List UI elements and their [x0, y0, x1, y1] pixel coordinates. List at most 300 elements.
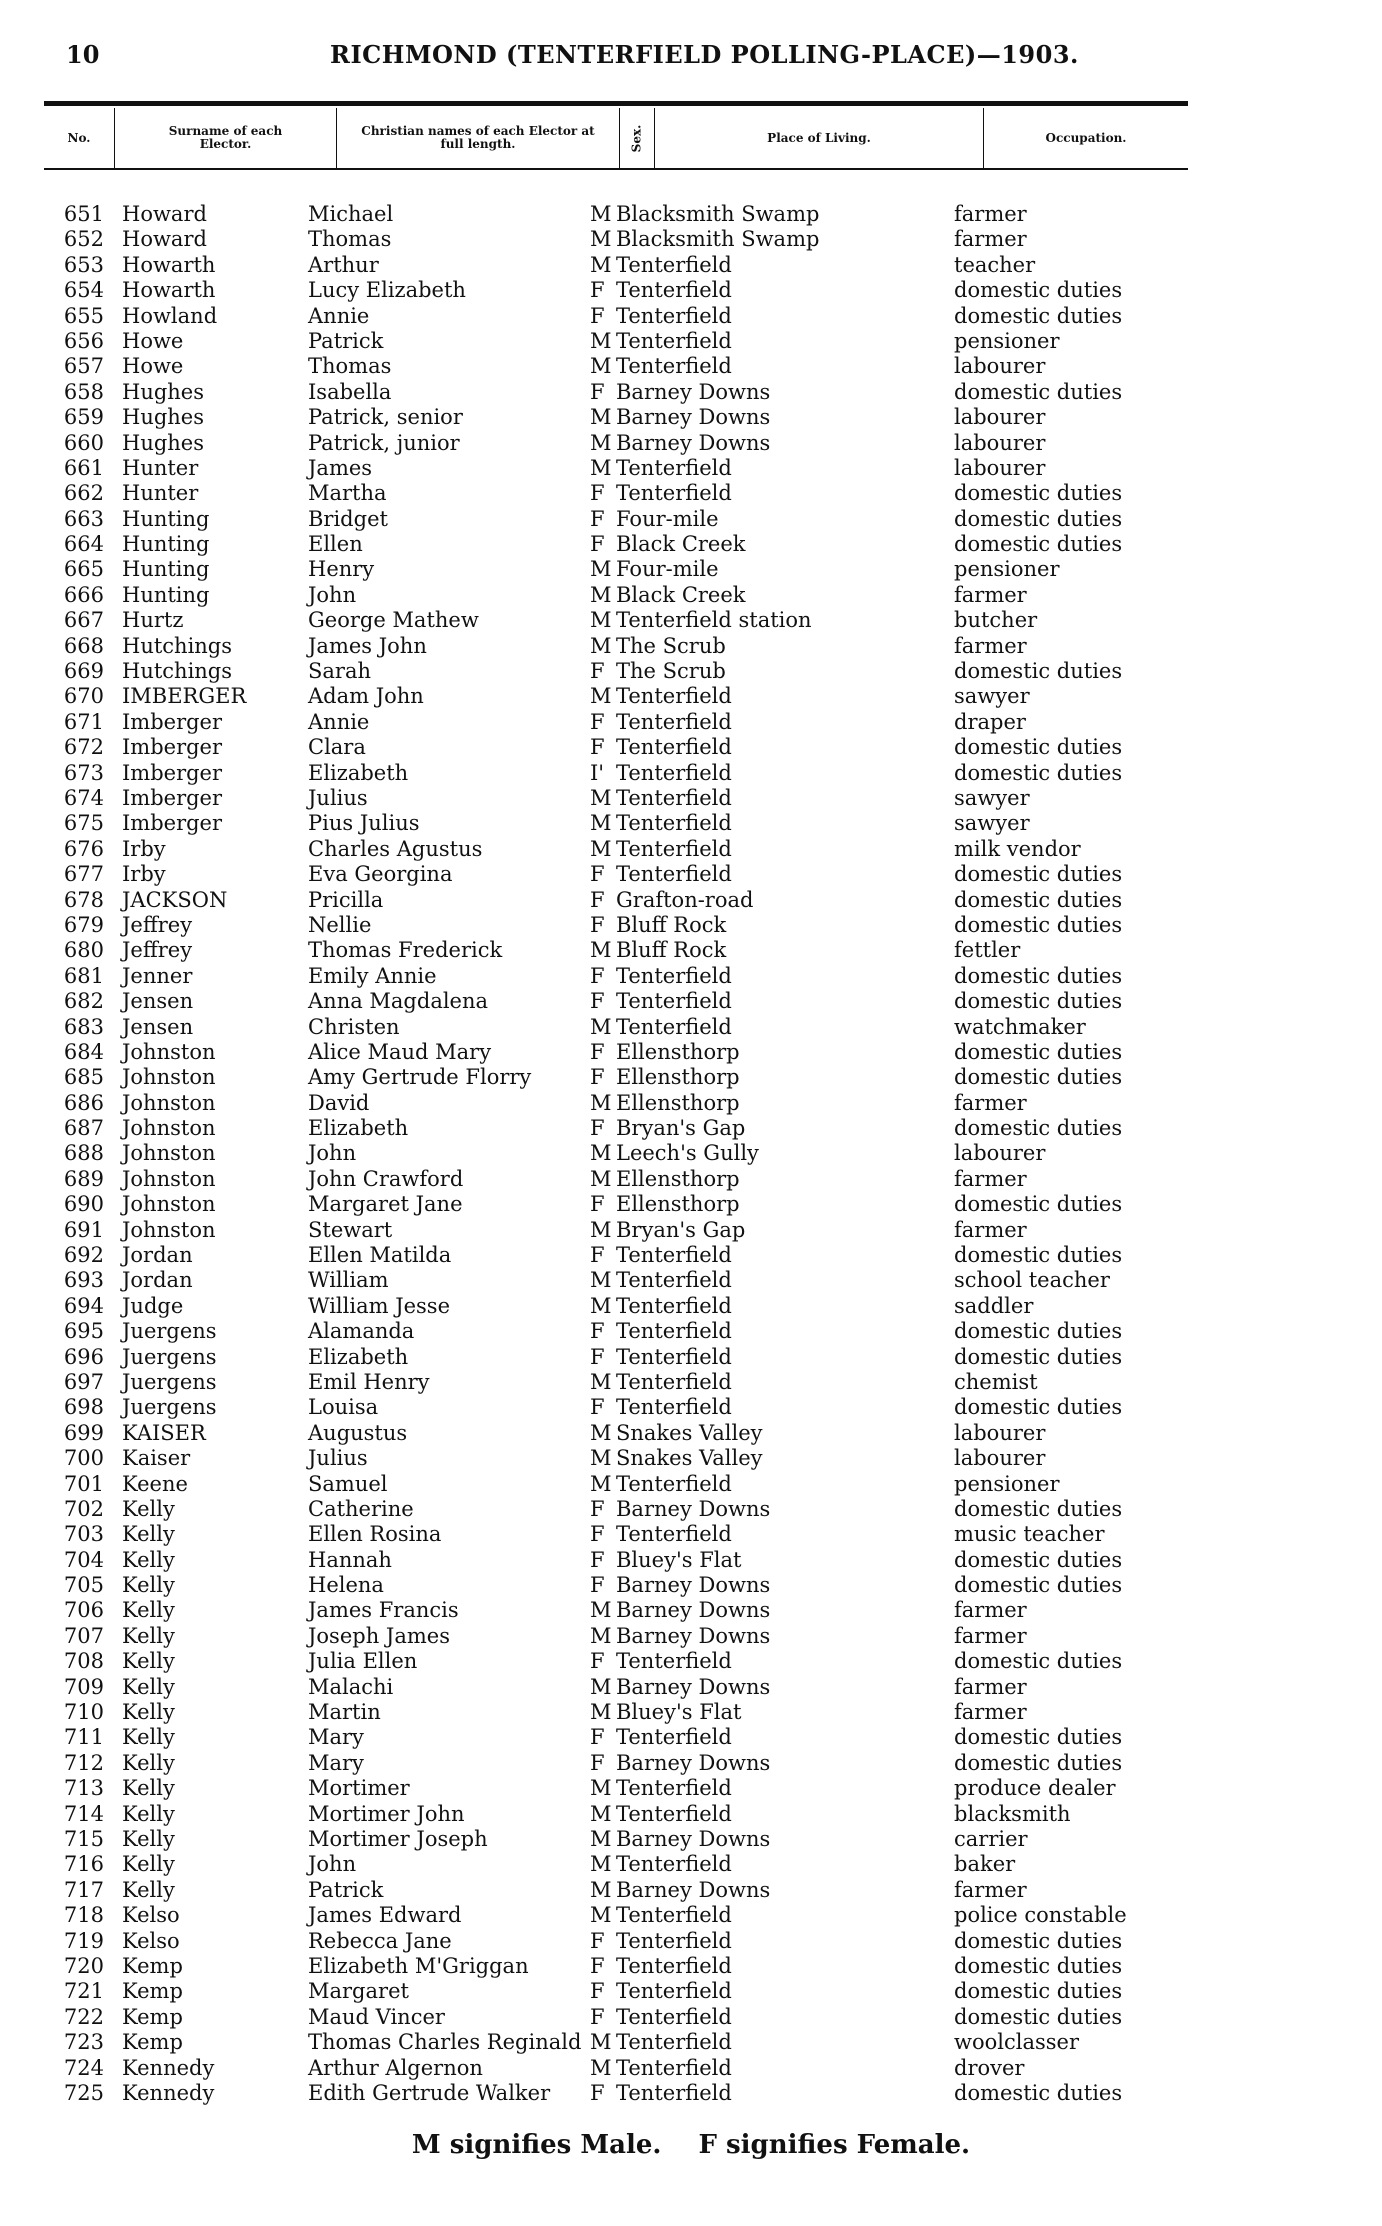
elector-surname: Johnston	[122, 1192, 216, 1217]
elector-surname: Hughes	[122, 379, 205, 404]
elector-sex: M	[590, 1700, 612, 1725]
elector-place: Tenterfield	[616, 354, 732, 379]
elector-christian-names: Stewart	[308, 1217, 393, 1242]
table-row	[44, 786, 1188, 811]
elector-sex: M	[590, 684, 612, 709]
table-row	[44, 583, 1188, 608]
table-row	[44, 1395, 1188, 1420]
elector-occupation: domestic duties	[954, 912, 1123, 937]
elector-surname: Hunting	[122, 506, 210, 531]
elector-sex: F	[590, 1522, 605, 1547]
elector-surname: Irby	[122, 862, 166, 887]
elector-sex: F	[590, 379, 605, 404]
elector-sex: M	[590, 1877, 612, 1902]
elector-occupation: fettler	[954, 938, 1021, 963]
elector-christian-names: Mary	[308, 1725, 364, 1750]
elector-christian-names: James Edward	[308, 1903, 462, 1928]
elector-sex: M	[590, 836, 612, 861]
elector-place: Tenterfield	[616, 1801, 732, 1826]
elector-occupation: domestic duties	[954, 1039, 1123, 1064]
elector-christian-names: Pricilla	[308, 887, 384, 912]
column-header-place: Place of Living.	[767, 130, 871, 145]
elector-occupation: domestic duties	[954, 278, 1123, 303]
elector-sex: F	[590, 532, 605, 557]
male-note: M signifies Male.	[411, 2130, 662, 2160]
table-row	[44, 1497, 1188, 1522]
elector-sex: I'	[590, 760, 605, 785]
elector-christian-names: Martha	[308, 481, 387, 506]
elector-place: Ellensthorp	[616, 1166, 740, 1191]
table-row	[44, 532, 1188, 557]
elector-occupation: baker	[954, 1852, 1016, 1877]
elector-surname: Kelly	[122, 1750, 175, 1775]
elector-place: Four-mile	[616, 506, 719, 531]
table-row	[44, 1472, 1188, 1497]
table-row	[44, 1929, 1188, 1954]
elector-number: 674	[63, 785, 104, 810]
table-row	[44, 1116, 1188, 1141]
elector-number: 715	[63, 1827, 104, 1851]
elector-surname: Kemp	[122, 2004, 183, 2029]
elector-place: Tenterfield	[616, 1776, 732, 1801]
elector-number: 710	[63, 1700, 104, 1725]
elector-sex: M	[590, 354, 612, 379]
elector-christian-names: Lucy Elizabeth	[308, 278, 466, 303]
table-row	[44, 1852, 1188, 1877]
elector-surname: Howland	[122, 303, 218, 328]
elector-occupation: drover	[954, 2055, 1025, 2080]
elector-sex: M	[590, 785, 612, 810]
elector-christian-names: Michael	[308, 202, 394, 226]
elector-place: Tenterfield	[616, 278, 732, 303]
table-row	[44, 1294, 1188, 1319]
elector-number: 691	[63, 1217, 104, 1242]
elector-christian-names: Alice Maud Mary	[308, 1039, 492, 1064]
elector-surname: Kemp	[122, 1953, 183, 1978]
elector-surname: Kelly	[122, 1776, 175, 1801]
elector-place: Snakes Valley	[616, 1420, 763, 1445]
elector-number: 672	[63, 735, 104, 760]
elector-sex: M	[590, 227, 612, 252]
elector-place: Tenterfield station	[616, 608, 812, 633]
elector-occupation: farmer	[954, 1598, 1027, 1623]
elector-occupation: farmer	[954, 1217, 1027, 1242]
elector-number: 660	[63, 430, 104, 455]
elector-place: Tenterfield	[616, 785, 732, 810]
elector-number: 680	[63, 938, 104, 963]
elector-sex: F	[590, 887, 605, 912]
elector-occupation: labourer	[954, 1420, 1046, 1445]
elector-occupation: police constable	[954, 1903, 1127, 1928]
elector-christian-names: Elizabeth	[308, 1344, 409, 1369]
elector-sex: M	[590, 1369, 612, 1394]
elector-christian-names: Helena	[308, 1573, 384, 1598]
elector-surname: Hunting	[122, 557, 210, 582]
elector-place: Bluey's Flat	[616, 1700, 742, 1725]
elector-sex: F	[590, 303, 605, 328]
elector-occupation: domestic duties	[954, 1344, 1123, 1369]
elector-number: 700	[63, 1446, 104, 1471]
elector-number: 687	[63, 1116, 104, 1141]
elector-surname: Kaiser	[122, 1446, 191, 1471]
elector-sex: F	[590, 862, 605, 887]
elector-surname: Juergens	[122, 1319, 217, 1344]
elector-christian-names: James	[308, 455, 373, 480]
elector-place: Tenterfield	[616, 963, 732, 988]
elector-sex: M	[590, 252, 612, 277]
elector-christian-names: Ellen	[308, 532, 363, 557]
elector-number: 718	[63, 1903, 104, 1928]
elector-occupation: domestic duties	[954, 963, 1123, 988]
elector-number: 662	[63, 481, 104, 506]
elector-sex: M	[590, 1801, 612, 1826]
elector-number: 712	[63, 1750, 104, 1775]
elector-place: Leech's Gully	[616, 1141, 759, 1166]
elector-number: 667	[63, 608, 104, 633]
elector-sex: F	[590, 1725, 605, 1750]
elector-number: 723	[63, 2030, 104, 2055]
elector-occupation: farmer	[954, 1674, 1027, 1699]
elector-surname: Hughes	[122, 405, 205, 430]
elector-number: 675	[63, 811, 104, 836]
table-row	[44, 608, 1188, 633]
elector-occupation: domestic duties	[954, 1979, 1123, 2004]
elector-number: 682	[63, 989, 104, 1014]
elector-place: Tenterfield	[616, 1395, 732, 1420]
column-header-sex	[619, 108, 655, 168]
elector-surname: Kelly	[122, 1623, 175, 1648]
table-row	[44, 1319, 1188, 1344]
elector-surname: Kelly	[122, 1877, 175, 1902]
elector-occupation: sawyer	[954, 811, 1030, 836]
elector-sex: F	[590, 1192, 605, 1217]
elector-number: 693	[63, 1268, 104, 1293]
elector-occupation: farmer	[954, 1877, 1027, 1902]
elector-occupation: farmer	[954, 202, 1027, 226]
elector-place: Barney Downs	[616, 1573, 771, 1598]
elector-christian-names: Patrick, junior	[308, 430, 460, 455]
elector-sex: F	[590, 659, 605, 684]
table-row	[44, 1218, 1188, 1243]
elector-place: Tenterfield	[616, 1979, 732, 2004]
elector-surname: Imberger	[122, 811, 223, 836]
elector-number: 671	[63, 709, 104, 734]
table-row	[44, 761, 1188, 786]
table-row	[44, 1624, 1188, 1649]
elector-sex: M	[590, 557, 612, 582]
table-row	[44, 1091, 1188, 1116]
elector-number: 676	[63, 836, 104, 861]
elector-place: Tenterfield	[616, 2030, 732, 2055]
page-title: RICHMOND (TENTERFIELD POLLING-PLACE)—1903.	[330, 40, 1079, 69]
elector-place: Ellensthorp	[616, 1039, 740, 1064]
table-header	[44, 108, 1188, 168]
sex-legend	[0, 2130, 1382, 2160]
elector-sex: M	[590, 328, 612, 353]
elector-place: Bluff Rock	[616, 938, 727, 963]
elector-place: Tenterfield	[616, 1344, 732, 1369]
elector-place: Tenterfield	[616, 455, 732, 480]
elector-surname: Jensen	[122, 989, 194, 1014]
elector-occupation: pensioner	[954, 1471, 1060, 1496]
table-row	[44, 1802, 1188, 1827]
elector-occupation: sawyer	[954, 785, 1030, 810]
elector-christian-names: Christen	[308, 1014, 400, 1039]
elector-number: 677	[63, 862, 104, 887]
elector-place: Tenterfield	[616, 2080, 732, 2105]
elector-sex: M	[590, 1674, 612, 1699]
elector-place: Ellensthorp	[616, 1065, 740, 1090]
elector-number: 697	[63, 1369, 104, 1394]
elector-surname: Kelly	[122, 1700, 175, 1725]
elector-occupation: blacksmith	[954, 1801, 1071, 1826]
elector-surname: Kelly	[122, 1827, 175, 1851]
table-row	[44, 1192, 1188, 1217]
elector-sex: M	[590, 582, 612, 607]
elector-occupation: carrier	[954, 1827, 1028, 1851]
elector-sex: F	[590, 1243, 605, 1268]
elector-number: 678	[63, 887, 104, 912]
column-header-sex-label: Sex.	[629, 124, 644, 152]
elector-surname: Jordan	[122, 1243, 193, 1268]
elector-sex: F	[590, 1547, 605, 1572]
table-row	[44, 1243, 1188, 1268]
elector-number: 696	[63, 1344, 104, 1369]
elector-number: 681	[63, 963, 104, 988]
elector-christian-names: Mary	[308, 1750, 364, 1775]
table-row	[44, 1675, 1188, 1700]
elector-sex: M	[590, 1141, 612, 1166]
elector-number: 706	[63, 1598, 104, 1623]
table-row	[44, 227, 1188, 252]
elector-place: Barney Downs	[616, 1750, 771, 1775]
elector-surname: Kemp	[122, 1979, 183, 2004]
elector-christian-names: Sarah	[308, 659, 371, 684]
elector-surname: Howard	[122, 227, 207, 252]
elector-occupation: sawyer	[954, 684, 1030, 709]
elector-occupation: domestic duties	[954, 1953, 1123, 1978]
elector-occupation: farmer	[954, 1090, 1027, 1115]
elector-surname: Hughes	[122, 430, 205, 455]
elector-sex: M	[590, 1598, 612, 1623]
elector-number: 713	[63, 1776, 104, 1801]
elector-number: 653	[63, 252, 104, 277]
elector-christian-names: Patrick, senior	[308, 405, 463, 430]
elector-place: Tenterfield	[616, 862, 732, 887]
elector-sex: F	[590, 1395, 605, 1420]
elector-sex: F	[590, 506, 605, 531]
elector-surname: Juergens	[122, 1344, 217, 1369]
elector-occupation: domestic duties	[954, 862, 1123, 887]
table-row	[44, 735, 1188, 760]
elector-number: 666	[63, 582, 104, 607]
elector-place: Barney Downs	[616, 1674, 771, 1699]
elector-christian-names: Henry	[308, 557, 375, 582]
elector-sex: F	[590, 1573, 605, 1598]
elector-christian-names: Eva Georgina	[308, 862, 453, 887]
elector-surname: Hunter	[122, 455, 199, 480]
elector-sex: M	[590, 1217, 612, 1242]
elector-surname: Hurtz	[122, 608, 184, 633]
elector-christian-names: William	[308, 1268, 389, 1293]
elector-occupation: domestic duties	[954, 506, 1123, 531]
elector-place: Tenterfield	[616, 303, 732, 328]
elector-surname: Johnston	[122, 1090, 216, 1115]
elector-place: Tenterfield	[616, 2004, 732, 2029]
elector-number: 724	[63, 2055, 104, 2080]
elector-surname: Judge	[122, 1293, 184, 1318]
elector-christian-names: Ellen Rosina	[308, 1522, 442, 1547]
table-row	[44, 2030, 1188, 2055]
table-row	[44, 2081, 1188, 2106]
elector-place: Tenterfield	[616, 1928, 732, 1953]
elector-number: 701	[63, 1471, 104, 1496]
elector-occupation: domestic duties	[954, 1192, 1123, 1217]
elector-occupation: teacher	[954, 252, 1036, 277]
elector-number: 688	[63, 1141, 104, 1166]
elector-christian-names: Annie	[308, 709, 370, 734]
elector-place: Tenterfield	[616, 1369, 732, 1394]
elector-number: 683	[63, 1014, 104, 1039]
table-row	[44, 278, 1188, 303]
elector-occupation: domestic duties	[954, 1750, 1123, 1775]
top-rule	[44, 101, 1188, 106]
table-row	[44, 989, 1188, 1014]
elector-occupation: labourer	[954, 1141, 1046, 1166]
elector-occupation: domestic duties	[954, 1573, 1123, 1598]
elector-surname: Johnston	[122, 1065, 216, 1090]
table-row	[44, 2056, 1188, 2081]
elector-place: Tenterfield	[616, 2055, 732, 2080]
elector-surname: Kelly	[122, 1598, 175, 1623]
column-header-surname: Surname of each Elector.	[114, 108, 336, 168]
table-row	[44, 1725, 1188, 1750]
table-row	[44, 456, 1188, 481]
elector-sex: F	[590, 1979, 605, 2004]
elector-surname: Kelly	[122, 1496, 175, 1521]
elector-surname: Howarth	[122, 278, 216, 303]
elector-surname: Juergens	[122, 1395, 217, 1420]
elector-surname: Kelly	[122, 1522, 175, 1547]
elector-sex: M	[590, 202, 612, 226]
elector-number: 716	[63, 1852, 104, 1877]
elector-number: 686	[63, 1090, 104, 1115]
elector-place: Barney Downs	[616, 1827, 771, 1851]
elector-place: Barney Downs	[616, 1598, 771, 1623]
elector-place: Bluff Rock	[616, 912, 727, 937]
elector-christian-names: Mortimer Joseph	[308, 1827, 488, 1851]
elector-occupation: watchmaker	[954, 1014, 1086, 1039]
elector-place: Black Creek	[616, 582, 746, 607]
elector-place: Barney Downs	[616, 430, 771, 455]
elector-place: Tenterfield	[616, 836, 732, 861]
elector-number: 657	[63, 354, 104, 379]
table-row	[44, 811, 1188, 836]
table-row	[44, 1979, 1188, 2004]
elector-number: 690	[63, 1192, 104, 1217]
elector-sex: F	[590, 1039, 605, 1064]
elector-place: Tenterfield	[616, 328, 732, 353]
elector-christian-names: Mortimer John	[308, 1801, 465, 1826]
table-row	[44, 1040, 1188, 1065]
elector-surname: Kelly	[122, 1725, 175, 1750]
elector-occupation: domestic duties	[954, 1496, 1123, 1521]
elector-number: 689	[63, 1166, 104, 1191]
table-row	[44, 964, 1188, 989]
elector-occupation: domestic duties	[954, 1319, 1123, 1344]
column-header-no: No.	[67, 130, 91, 145]
elector-christian-names: Bridget	[308, 506, 388, 531]
table-row	[44, 1751, 1188, 1776]
elector-christian-names: Julius	[308, 1446, 368, 1471]
elector-occupation: woolclasser	[954, 2030, 1079, 2055]
elector-surname: Howe	[122, 328, 184, 353]
elector-number: 714	[63, 1801, 104, 1826]
elector-occupation: labourer	[954, 405, 1046, 430]
elector-occupation: domestic duties	[954, 1243, 1123, 1268]
elector-place: Tenterfield	[616, 1293, 732, 1318]
elector-place: Barney Downs	[616, 1496, 771, 1521]
elector-occupation: domestic duties	[954, 379, 1123, 404]
elector-place: The Scrub	[616, 659, 726, 684]
elector-christian-names: Mortimer	[308, 1776, 410, 1801]
elector-place: Barney Downs	[616, 1877, 771, 1902]
elector-surname: Kennedy	[122, 2080, 215, 2105]
table-row	[44, 1345, 1188, 1370]
elector-number: 694	[63, 1293, 104, 1318]
elector-christian-names: David	[308, 1090, 370, 1115]
elector-occupation: milk vendor	[954, 836, 1081, 861]
elector-christian-names: Patrick	[308, 328, 384, 353]
elector-surname: Kennedy	[122, 2055, 215, 2080]
table-row	[44, 2005, 1188, 2030]
elector-occupation: domestic duties	[954, 1547, 1123, 1572]
elector-christian-names: Charles Agustus	[308, 836, 483, 861]
elector-christian-names: John	[308, 1141, 357, 1166]
elector-christian-names: Maud Vincer	[308, 2004, 445, 2029]
elector-place: Bryan's Gap	[616, 1217, 746, 1242]
elector-place: Barney Downs	[616, 379, 771, 404]
elector-occupation: domestic duties	[954, 1649, 1123, 1674]
table-row	[44, 1700, 1188, 1725]
elector-sex: F	[590, 2004, 605, 2029]
elector-surname: Johnston	[122, 1217, 216, 1242]
elector-sex: M	[590, 1471, 612, 1496]
elector-occupation: school teacher	[954, 1268, 1110, 1293]
elector-sex: F	[590, 1116, 605, 1141]
table-row	[44, 1903, 1188, 1928]
elector-christian-names: Thomas	[308, 354, 392, 379]
elector-sex: F	[590, 481, 605, 506]
elector-number: 652	[63, 227, 104, 252]
table-row	[44, 507, 1188, 532]
elector-occupation: domestic duties	[954, 1116, 1123, 1141]
elector-place: Tenterfield	[616, 760, 732, 785]
elector-occupation: domestic duties	[954, 1395, 1123, 1420]
elector-place: Tenterfield	[616, 989, 732, 1014]
elector-christian-names: William Jesse	[308, 1293, 451, 1318]
elector-surname: Kelly	[122, 1573, 175, 1598]
elector-number: 655	[63, 303, 104, 328]
elector-number: 673	[63, 760, 104, 785]
elector-surname: Johnston	[122, 1039, 216, 1064]
elector-sex: M	[590, 1268, 612, 1293]
table-row	[44, 710, 1188, 735]
elector-surname: Kelly	[122, 1547, 175, 1572]
elector-occupation: domestic duties	[954, 303, 1123, 328]
elector-number: 703	[63, 1522, 104, 1547]
elector-surname: Hunting	[122, 582, 210, 607]
